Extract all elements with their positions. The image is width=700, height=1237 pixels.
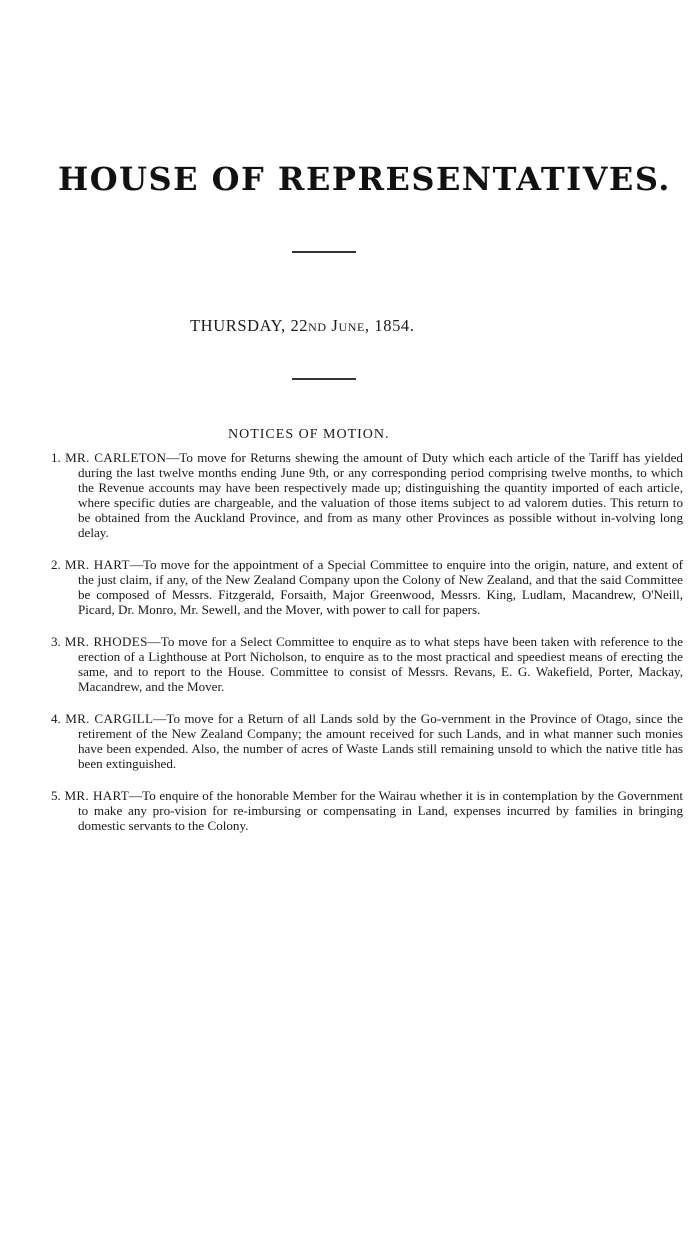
motion-number: 5. [51, 788, 61, 803]
motion-item [51, 557, 683, 617]
motions-list [51, 450, 683, 850]
motion-item [51, 711, 683, 771]
motion-number: 1. [51, 450, 61, 465]
date-month-initial: J [326, 316, 339, 335]
motion-item [51, 634, 683, 694]
title-divider [292, 251, 356, 253]
motion-text: —To move for a Select Committee to enquire as to what steps have been taken with reference to the erection of a Lighthouse at Port Nicholson, to enquire as to the most practical and speediest means of erecting the same, and to report to the House. Committee to consist of Messrs. Revans, E. G. Wakefield, Porter, Mackay, Macandrew, and the Mover. [78, 634, 684, 694]
motion-number: 4. [51, 711, 61, 726]
section-heading: NOTICES OF MOTION. [228, 427, 390, 442]
motion-mover: MR. RHODES [64, 634, 148, 649]
date-month-rest: UNE [338, 320, 365, 334]
motion-text: —To move for Returns shewing the amount of Duty which each article of the Tariff has yielded during the last twelve months ending June 9th, or any corresponding period comprising twelve months, to which the Revenue accounts may have been respectively made up; distinguishing the quantity imported of each article, where specific duties are chargeable, and the valuation of those items subject to ad valorem duties. This return to be obtained from the Auckland Province, and from as many other Provinces as possible without in-volving long delay. [78, 450, 683, 540]
date-divider [292, 378, 356, 380]
motion-item [51, 788, 683, 833]
motion-mover: MR. CARLETON [65, 450, 167, 465]
motion-text: —To move for a Return of all Lands sold by the Go-vernment in the Province of Otago, since the retirement of the New Zealand Company; the amount received for such Lands, and in what manner such monies have been expended. Also, the number of acres of Waste Lands still remaining unsold to which the native title has been extinguished. [78, 711, 683, 771]
motion-number: 2. [51, 557, 61, 572]
date-day: THURSDAY, 22 [190, 316, 309, 335]
motion-mover: MR. CARGILL [65, 711, 154, 726]
motion-text: —To move for the appointment of a Special Committee to enquire into the origin, nature, and extent of the just claim, if any, of the New Zealand Company upon the Colony of New Zealand, and that the said Committee be composed of Messrs. Fitzgerald, Forsaith, Major Greenwood, Messrs. King, Ludlam, Macandrew, O'Neill, Picard, Dr. Monro, Mr. Sewell, and the Mover, with power to call for papers. [78, 557, 683, 617]
motion-text: —To enquire of the honorable Member for the Wairau whether it is in contemplation by the Government to make any pro-vision for re-imbursing or compensating in Land, expenses incurred by families in bringing domestic servants to the Colony. [78, 788, 684, 833]
motion-item [51, 450, 683, 540]
motion-mover: MR. HART [64, 557, 130, 572]
date-year: , 1854. [364, 316, 415, 335]
house-title: HOUSE OF REPRESENTATIVES. [58, 160, 671, 198]
date-ordinal: ND [308, 320, 327, 334]
motion-number: 3. [51, 634, 61, 649]
motion-mover: MR. HART [64, 788, 130, 803]
date-line [190, 316, 415, 336]
